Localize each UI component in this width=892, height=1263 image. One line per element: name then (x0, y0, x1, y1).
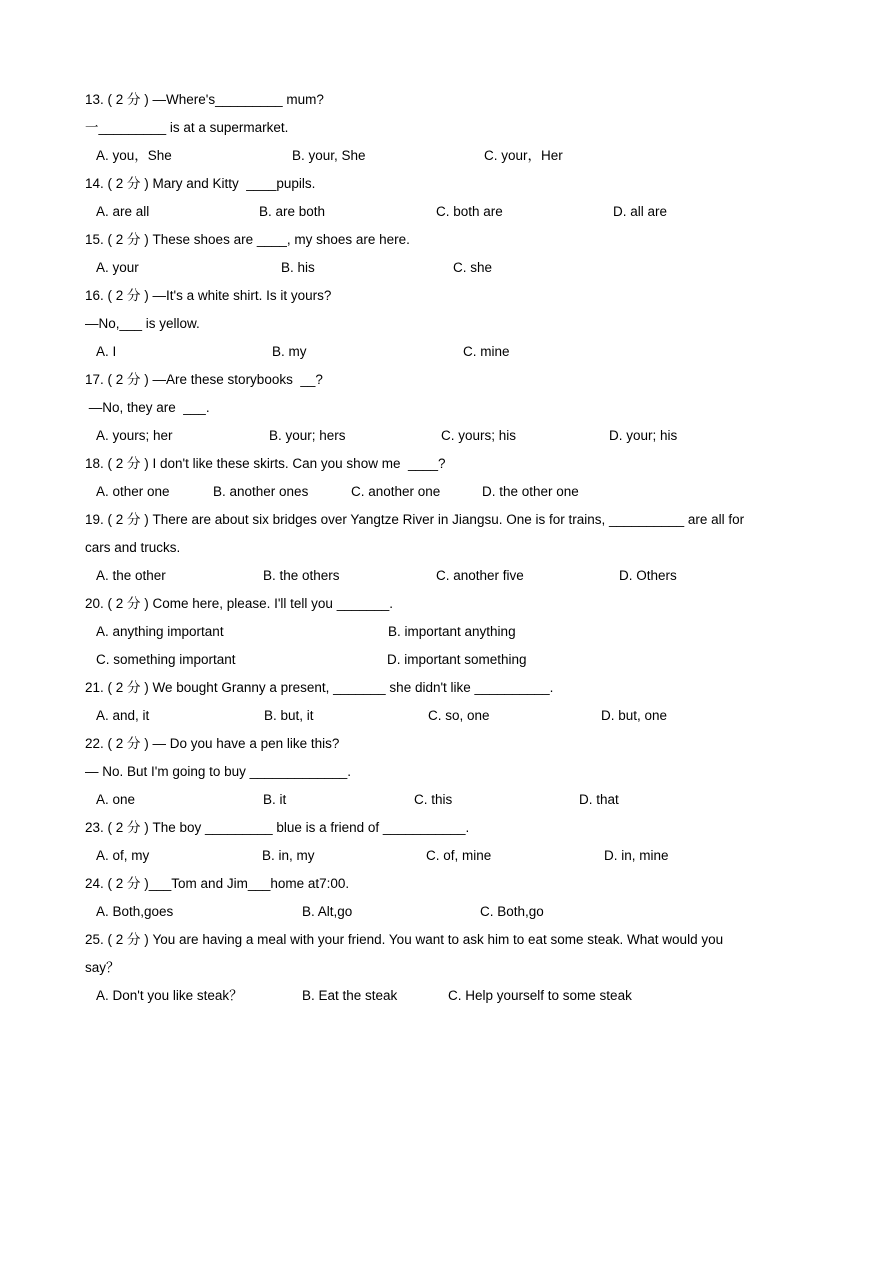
question-21-stem: 21. ( 2 分 ) We bought Granny a present, _______ she didn't like __________. (85, 680, 554, 695)
question-17-option-c: C. yours; his (441, 428, 517, 443)
question-19-option-d: D. Others (619, 568, 677, 583)
question-23-option-a: A. of, my (96, 848, 150, 863)
question-13-option-c: C. your，Her (484, 148, 563, 163)
question-19-option-a: A. the other (96, 568, 166, 583)
question-21-option-b: B. but, it (264, 708, 314, 723)
question-16-option-a: A. I (96, 344, 117, 359)
question-18-option-c: C. another one (351, 484, 441, 499)
question-17-option-a: A. yours; her (96, 428, 173, 443)
question-18-stem: 18. ( 2 分 ) I don't like these skirts. Can you show me ____? (85, 456, 446, 471)
question-14-option-a: A. are all (96, 204, 150, 219)
question-22-stem-line2: — No. But I'm going to buy _____________. (85, 764, 352, 779)
question-25-stem: 25. ( 2 分 ) You are having a meal with your friend. You want to ask him to eat some steak. What would you (85, 932, 724, 947)
question-18-option-d: D. the other one (482, 484, 579, 499)
question-15-stem: 15. ( 2 分 ) These shoes are ____, my shoes are here. (85, 232, 410, 247)
question-22-option-a: A. one (96, 792, 136, 807)
question-23-option-b: B. in, my (262, 848, 315, 863)
question-22-option-d: D. that (579, 792, 619, 807)
question-16-option-b: B. my (272, 344, 307, 359)
question-21-option-d: D. but, one (601, 708, 668, 723)
question-17-stem: 17. ( 2 分 ) —Are these storybooks __? (85, 372, 323, 387)
question-25-option-b: B. Eat the steak (302, 988, 398, 1003)
question-20-stem: 20. ( 2 分 ) Come here, please. I'll tell you _______. (85, 596, 393, 611)
question-24-option-c: C. Both,go (480, 904, 544, 919)
question-20-option-b: B. important anything (388, 624, 516, 639)
question-14-stem: 14. ( 2 分 ) Mary and Kitty ____pupils. (85, 176, 316, 191)
question-16-stem: 16. ( 2 分 ) —It's a white shirt. Is it yours? (85, 288, 332, 303)
question-22-option-c: C. this (414, 792, 453, 807)
question-18-option-b: B. another ones (213, 484, 309, 499)
question-25-option-c: C. Help yourself to some steak (448, 988, 632, 1003)
question-23-option-c: C. of, mine (426, 848, 492, 863)
question-17-option-d: D. your; his (609, 428, 678, 443)
question-22-stem: 22. ( 2 分 ) — Do you have a pen like this? (85, 736, 340, 751)
question-25-stem-line2: say？ (85, 960, 120, 975)
question-25-option-a: A. Don't you like steak？ (96, 988, 243, 1003)
question-14-option-d: D. all are (613, 204, 668, 219)
question-23-option-d: D. in, mine (604, 848, 669, 863)
question-19-stem-line2: cars and trucks. (85, 540, 181, 555)
question-22-option-b: B. it (263, 792, 287, 807)
question-15-option-b: B. his (281, 260, 315, 275)
question-21-option-a: A. and, it (96, 708, 150, 723)
question-16-option-c: C. mine (463, 344, 510, 359)
question-19-option-c: C. another five (436, 568, 524, 583)
question-18-option-a: A. other one (96, 484, 170, 499)
question-13-stem: 13. ( 2 分 ) —Where's_________ mum? (85, 92, 324, 107)
question-15-option-c: C. she (453, 260, 493, 275)
question-17-stem-line2: —No, they are ___. (85, 400, 210, 415)
question-21-option-c: C. so, one (428, 708, 490, 723)
question-17-option-b: B. your; hers (269, 428, 346, 443)
question-14-option-b: B. are both (259, 204, 326, 219)
question-13-option-b: B. your, She (292, 148, 366, 163)
question-13-stem-line2: 一_________ is at a supermarket. (85, 120, 289, 135)
question-23-stem: 23. ( 2 分 ) The boy _________ blue is a friend of ___________. (85, 820, 470, 835)
question-19-stem: 19. ( 2 分 ) There are about six bridges over Yangtze River in Jiangsu. One is for trains, __________ are all for (85, 512, 745, 527)
question-16-stem-line2: —No,___ is yellow. (85, 316, 200, 331)
question-20-option-d: D. important something (387, 652, 527, 667)
question-13-option-a: A. you，She (96, 148, 172, 163)
question-24-option-b: B. Alt,go (302, 904, 353, 919)
question-15-option-a: A. your (96, 260, 139, 275)
question-24-stem: 24. ( 2 分 )___Tom and Jim___home at7:00. (85, 876, 350, 891)
question-24-option-a: A. Both,goes (96, 904, 174, 919)
question-19-option-b: B. the others (263, 568, 340, 583)
question-14-option-c: C. both are (436, 204, 503, 219)
question-20-option-a: A. anything important (96, 624, 224, 639)
question-20-option-c: C. something important (96, 652, 236, 667)
